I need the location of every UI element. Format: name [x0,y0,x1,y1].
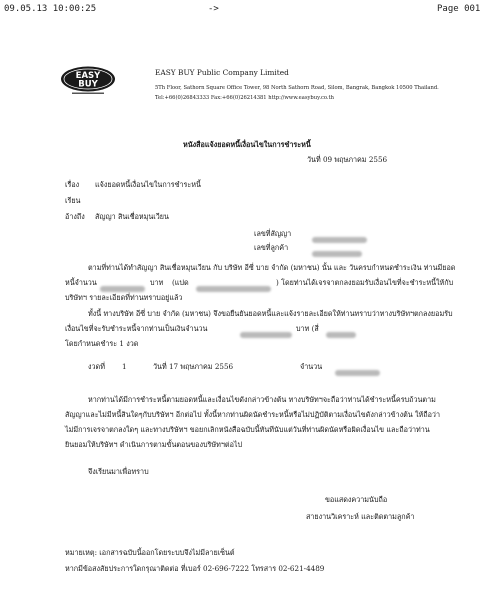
logo-text-top: EASY [75,71,101,81]
para2-line2-b: บาท (สี่ [296,324,319,333]
settlement-amount-redacted [240,324,292,343]
installment-amount-redacted [335,362,380,381]
para1-line2-a: หนี้จำนวน [65,278,97,287]
para4-line2: สัญญาและไม่มีหนี้สินใดๆกับบริษัทฯ อีกต่อไป ทั้งนี้หากท่านผิดนัดชำระหนี้หรือไม่ปฏิบัติตามเงื่อนไขดังกล่าวข้างต้น ให้ถือว่า [65,410,440,419]
para4-line3: ไม่มีการเจรจาตกลงใดๆ และทางบริษัทฯ ขอยกเลิกหนังสือฉบับนี้ทันทีนับแต่วันที่ท่านผิดนัดหรือผิดเงื่อนไข และถือว่าท่าน [65,425,430,434]
to-label: เรียน [65,196,81,205]
para1-line3: บริษัทฯ รายละเอียดที่ท่านทราบอยู่แล้ว [65,293,183,302]
para4-line4: ยินยอมให้บริษัทฯ ดำเนินการตามขั้นตอนของบริษัทฯต่อไป [65,440,243,449]
settlement-words-redacted [326,324,356,343]
para1-line2-d: ) โดยท่านได้เจรจาตกลงยอมรับเงื่อนไขที่จะชำระหนี้ให้กับ [276,278,454,287]
document-title: หนังสือแจ้งยอดหนี้เงื่อนไขในการชำระหนี้ [183,140,311,149]
para2-line2-a: เงื่อนไขที่จะรับชำระหนี้จากท่านเป็นเงินจำนวน [65,324,208,333]
note-line-1: หมายเหตุ: เอกสารฉบับนี้ออกโดยระบบจึงไม่มีลายเซ็นต์ [65,548,235,557]
closing: จึงเรียนมาเพื่อทราบ [88,467,149,476]
para2-line1: ทั้งนี้ ทางบริษัท อีซี่ บาย จำกัด (มหาชน) จึงขอยืนยันยอดหนี้และแจ้งรายละเอียดให้ท่านทราบว่าทางบริษัทฯตกลงยอมรับ [88,309,453,318]
para3: โดยกำหนดชำระ 1 งวด [65,339,139,348]
fax-page: Page 001 [437,4,481,14]
document-date: วันที่ 09 พฤษภาคม 2556 [307,155,388,164]
subject-text: แจ้งยอดหนี้เงื่อนไขในการชำระหนี้ [95,180,201,189]
sign-line-1: ขอแสดงความนับถือ [325,495,388,504]
para1-line2-b: บาท [150,278,164,287]
installment-label: งวดที่ [88,362,105,371]
subject-label: เรื่อง [65,180,80,189]
para1-line1: ตามที่ท่านได้ทำสัญญา สินเชื่อหมุนเวียน กับ บริษัท อีซี่ บาย จำกัด (มหาชน) นั้น และ วันครบกำหนดชำระเงิน ท่านมียอด [88,263,456,272]
company-contact: Tel:+66(0)26843333 Fax:+66(0)26214381 http://www.easybuy.co.th [155,95,334,101]
installment-amount-label: จำนวน [300,362,323,371]
amount-words-redacted [196,278,271,297]
fax-arrow: -> [208,4,219,14]
contract-no-label: เลขที่สัญญา [254,229,292,238]
note-line-2: หากมีข้อสงสัยประการใดกรุณาติดต่อ ที่เบอร์ 02-696-7222 โทรสาร 02-621-4489 [65,564,325,573]
installment-number: 1 [122,362,127,371]
company-address: 5Th Floor, Sathorn Square Office Tower, 98 North Sathorn Road, Silom, Bangrak, Bangkok 10500 Thailand. [155,85,439,91]
sign-line-2: สายงานวิเคราะห์ และติดตามลูกค้า [306,512,415,521]
company-name: EASY BUY Public Company Limited [155,68,289,77]
customer-no-redacted [312,243,362,262]
customer-no-label: เลขที่ลูกค้า [254,243,289,252]
para4-line1: หากท่านได้มีการชำระหนี้ตามยอดหนี้และเงื่อนไขดังกล่าวข้างต้น ทางบริษัทฯจะถือว่าท่านได้ชำระหนี้ครบถ้วนตาม [88,395,436,404]
ref-label: อ้างถึง [65,212,85,221]
para1-line2-c: (แปด [172,278,189,287]
ref-text: สัญญา สินเชื่อหมุนเวียน [95,212,169,221]
fax-datetime: 09.05.13 10:00:25 [4,4,97,14]
installment-date: วันที่ 17 พฤษภาคม 2556 [153,362,234,371]
company-logo [60,66,116,96]
logo-text-bottom: BUY [78,79,98,90]
